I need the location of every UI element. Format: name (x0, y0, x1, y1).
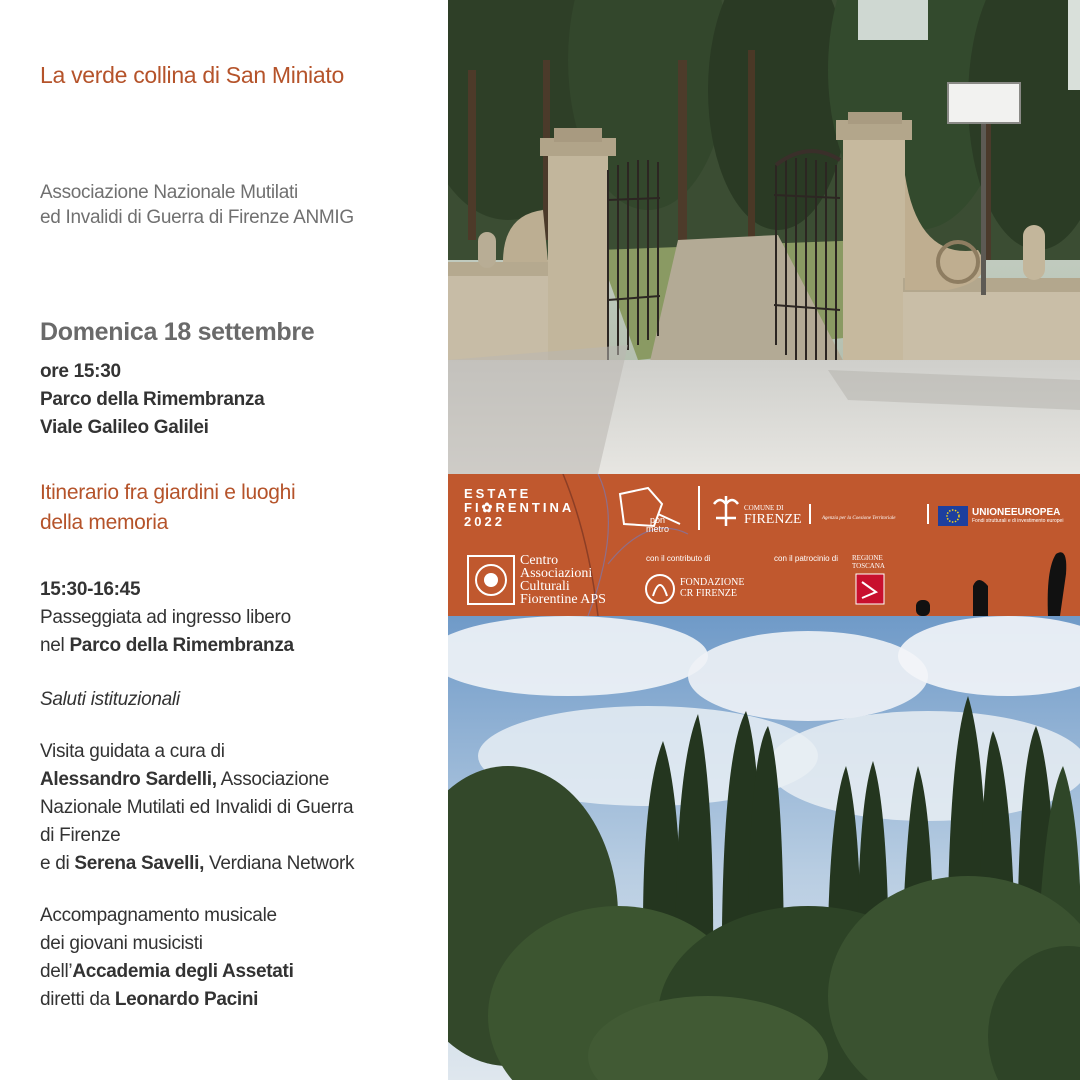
music-director: Leonardo Pacini (114, 989, 259, 1010)
organizer-line-2: ed Invalidi di Guerra di Firenze ANMIG (40, 207, 354, 228)
eu-logo: UNIONEEUROPEA Fondi strutturali e di investimento europei (972, 507, 1064, 524)
event-date: Domenica 18 settembre (40, 318, 315, 346)
program-guides (40, 738, 354, 878)
guide-1-org-city: di Firenze (40, 825, 121, 846)
park-gate-photo (448, 0, 1080, 474)
music-line-3: dell’Accademia degli Assetati (40, 961, 294, 982)
ponmetro-logo: pon metro (646, 515, 670, 534)
page-title: La verde collina di San Miniato (40, 62, 344, 88)
regione-toscana-logo: REGIONE TOSCANA (852, 554, 885, 570)
itinerary-heading (40, 478, 295, 538)
guide-1-org: Nazionale Mutilati ed Invalidi di Guerra (40, 797, 354, 818)
centro-associazioni-logo: Centro Associazioni Culturali Fiorentine APS (520, 553, 606, 607)
guide-2-name: Serena Savelli, (74, 853, 205, 874)
guide-2: e di Serena Savelli, Verdiana Network (40, 853, 355, 874)
sponsor-band (448, 474, 1080, 616)
image-column (448, 0, 1080, 1080)
walk-line-1: Passeggiata ad ingresso libero (40, 607, 291, 628)
walk-place: Parco della Rimembranza (69, 635, 294, 656)
guide-1-name: Alessandro Sardelli, (40, 769, 217, 790)
itinerary-line-1: Itinerario fra giardini e luoghi (40, 481, 296, 504)
event-place: Parco della Rimembranza (40, 389, 265, 410)
itinerary-line-2: della memoria (40, 511, 168, 534)
program-slot: 15:30-16:45 (40, 579, 141, 600)
music-line-2: dei giovani musicisti (40, 933, 203, 954)
text-column (0, 0, 448, 1080)
guide-intro: Visita guidata a cura di (40, 741, 225, 762)
event-address: Viale Galileo Galilei (40, 417, 209, 438)
event-time: ore 15:30 (40, 361, 121, 382)
event-details (40, 358, 264, 442)
contributo-label: con il contributo di (646, 554, 711, 563)
organizer (40, 180, 354, 230)
walk-line-2: nel Parco della Rimembranza (40, 635, 294, 656)
comune-firenze-logo: COMUNE DI FIRENZE (744, 504, 802, 527)
greetings: Saluti istituzionali (40, 689, 180, 710)
program-music (40, 902, 294, 1014)
estate-fiorentina-logo: ESTATE FI✿RENTINA 2022 (464, 486, 575, 529)
patrocinio-label: con il patrocinio di (774, 554, 839, 563)
guide-1: Alessandro Sardelli, Associazione (40, 769, 329, 790)
music-academy: Accademia degli Assetati (72, 961, 294, 982)
cypress-trees-photo (448, 616, 1080, 1080)
music-line-1: Accompagnamento musicale (40, 905, 277, 926)
organizer-line-1: Associazione Nazionale Mutilati (40, 182, 298, 203)
music-line-4: diretti da Leonardo Pacini (40, 989, 259, 1010)
fondazione-cr-firenze-logo: FONDAZIONE CR FIRENZE (680, 577, 745, 599)
agency-logo: Agenzia per la Coesione Territoriale (822, 516, 896, 521)
program-walk (40, 576, 294, 660)
